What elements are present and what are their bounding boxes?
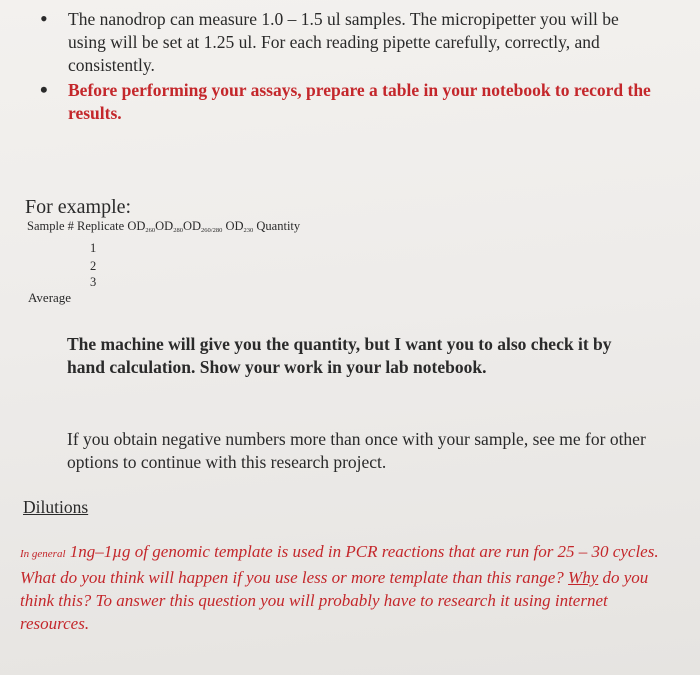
bullet-item-nanodrop (40, 8, 660, 77)
replicate-number: 2 (90, 259, 97, 273)
example-heading: For example: (25, 196, 132, 218)
header-sample-replicate: Sample # Replicate (27, 219, 125, 233)
dilutions-text-b: do you think this? To answer this question you will probably have to research it using internet resources. (20, 568, 649, 633)
instruction-bullets (40, 8, 660, 125)
header-od-280: $OD_{280}$ (155, 219, 183, 234)
header-quantity: Quantity (256, 219, 301, 233)
dilutions-text-a: 1ng–1µg of genomic template is used in PCR reactions that are run for 25 – 30 cycles. What do you think will happen if you use less or more template than this range? (20, 542, 659, 587)
bullet-dot-icon: • (40, 77, 48, 102)
dilutions-heading: Dilutions (23, 497, 89, 517)
bullet-item-prepare-table (40, 79, 660, 125)
replicate-number: 3 (90, 275, 97, 289)
hand-calculation-note: The machine will give you the quantity, but I want you to also check it by hand calculation. Show your work in your lab notebook. (67, 334, 612, 377)
header-od-260: $OD_{260}$ (127, 219, 156, 234)
why-underlined: Why (568, 568, 599, 587)
bullet-dot-icon: • (40, 6, 48, 31)
bullet-text: The nanodrop can measure 1.0 – 1.5 ul samples. The micropipetter you will be using will be set at 1.25 ul. For each reading pipette carefully, correctly, and consistently. (68, 9, 619, 75)
in-general-label: In general (20, 548, 66, 560)
dilutions-paragraph (20, 540, 660, 635)
negative-numbers-note: If you obtain negative numbers more than once with your sample, see me for other options to continue with this research project. (67, 429, 646, 472)
example-table-header (27, 219, 300, 234)
replicate-number: 1 (90, 241, 97, 255)
header-od-230: $OD_{230}$ (225, 219, 254, 234)
average-label: Average (28, 290, 72, 305)
header-od-ratio: $OD_{260/280}$ (182, 219, 223, 234)
bullet-text: Before performing your assays, prepare a table in your notebook to record the results. (68, 80, 651, 123)
